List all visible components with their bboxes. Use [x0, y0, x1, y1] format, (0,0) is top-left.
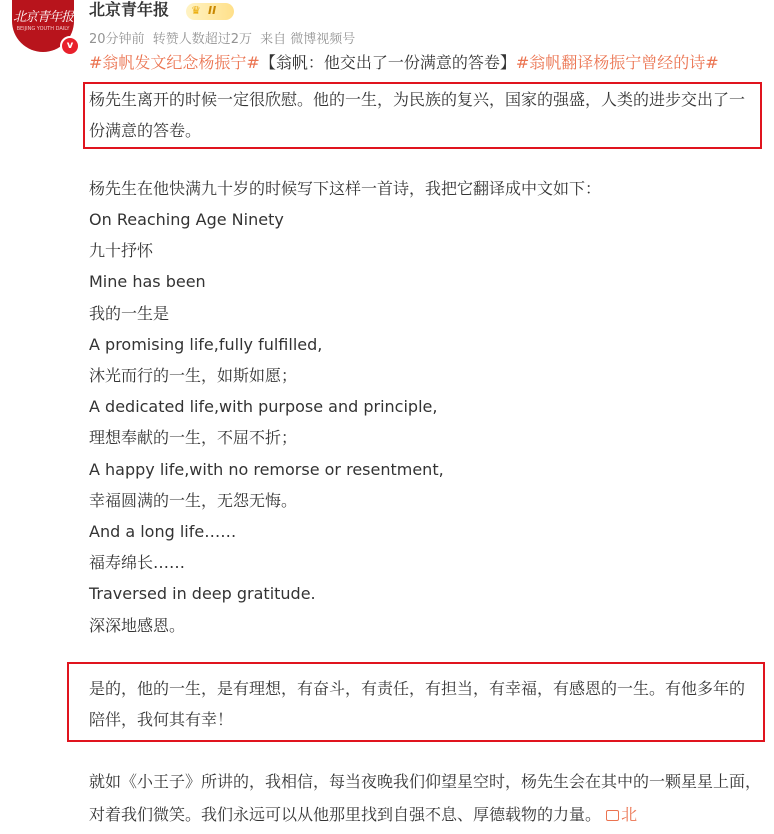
topic-link-1[interactable]: #翁帆发文纪念杨振宁# [89, 53, 260, 72]
poem-line: 九十抒怀 [89, 241, 154, 261]
paragraph-4-text: 就如《小王子》所讲的，我相信，每当夜晚我们仰望星空时，杨先生会在其中的一颗星星上面，对着我们微笑。我们永远可以从他那里找到自强不息、厚德载物的力量。 [89, 772, 762, 824]
poem-line: 深深地感恩。 [89, 615, 186, 635]
poem-line: And a long life…… [89, 522, 237, 541]
poem-line: 沐光而行的一生，如斯如愿； [89, 366, 298, 385]
level-label: II [208, 4, 217, 17]
poem-line: 我的一生是 [89, 303, 170, 323]
video-link-label: 北 [621, 805, 638, 824]
poem-line: 幸福圆满的一生，无怨无悔。 [89, 490, 298, 510]
logo-text: 北京青年报 [12, 10, 73, 25]
verified-icon: v [60, 36, 80, 56]
post-title: 【翁帆：他交出了一份满意的答卷】 [259, 53, 516, 72]
poem-line: Traversed in deep gratitude. [89, 584, 316, 604]
poem-line: On Reaching Age Ninety [89, 210, 284, 229]
logo-subtitle: BEIJING YOUTH DAILY [16, 26, 70, 32]
video-icon [606, 810, 619, 821]
paragraph-2: 杨先生在他快满九十岁的时候写下这样一首诗，我把它翻译成中文如下： [89, 179, 602, 198]
repost-count: 转赞人数超过2万 [152, 32, 252, 47]
poem-line: A promising life,fully fulfilled, [89, 334, 323, 354]
author-name[interactable]: 北京青年报 [89, 0, 170, 19]
poem-line: 福寿绵长…… [89, 553, 186, 573]
topic-link-2[interactable]: #翁帆翻译杨振宁曾经的诗# [515, 53, 719, 72]
video-link[interactable] [606, 805, 637, 824]
poem-line: 理想奉献的一生，不屈不折； [89, 428, 298, 448]
post-source[interactable]: 来自 微博视频号 [260, 32, 356, 47]
paragraph-1: 杨先生离开的时候一定很欣慰。他的一生，为民族的复兴，国家的强盛，人类的进步交出了一份满意的答卷。 [89, 90, 746, 140]
paragraph-4 [89, 765, 761, 831]
poem-line: Mine has been [89, 272, 206, 292]
post-meta [89, 28, 359, 47]
paragraph-3: 是的，他的一生，是有理想，有奋斗，有责任，有担当，有幸福，有感恩的一生。有他多年的陪伴，我何其有幸！ [89, 679, 746, 729]
level-badge[interactable] [186, 3, 234, 20]
poem-line: A happy life,with no remorse or resentment, [89, 459, 444, 479]
crown-icon: ♛ [191, 4, 201, 17]
poem-line: A dedicated life,with purpose and principle, [89, 397, 438, 417]
topic-line [89, 52, 719, 74]
post-time[interactable]: 20分钟前 [89, 32, 145, 47]
